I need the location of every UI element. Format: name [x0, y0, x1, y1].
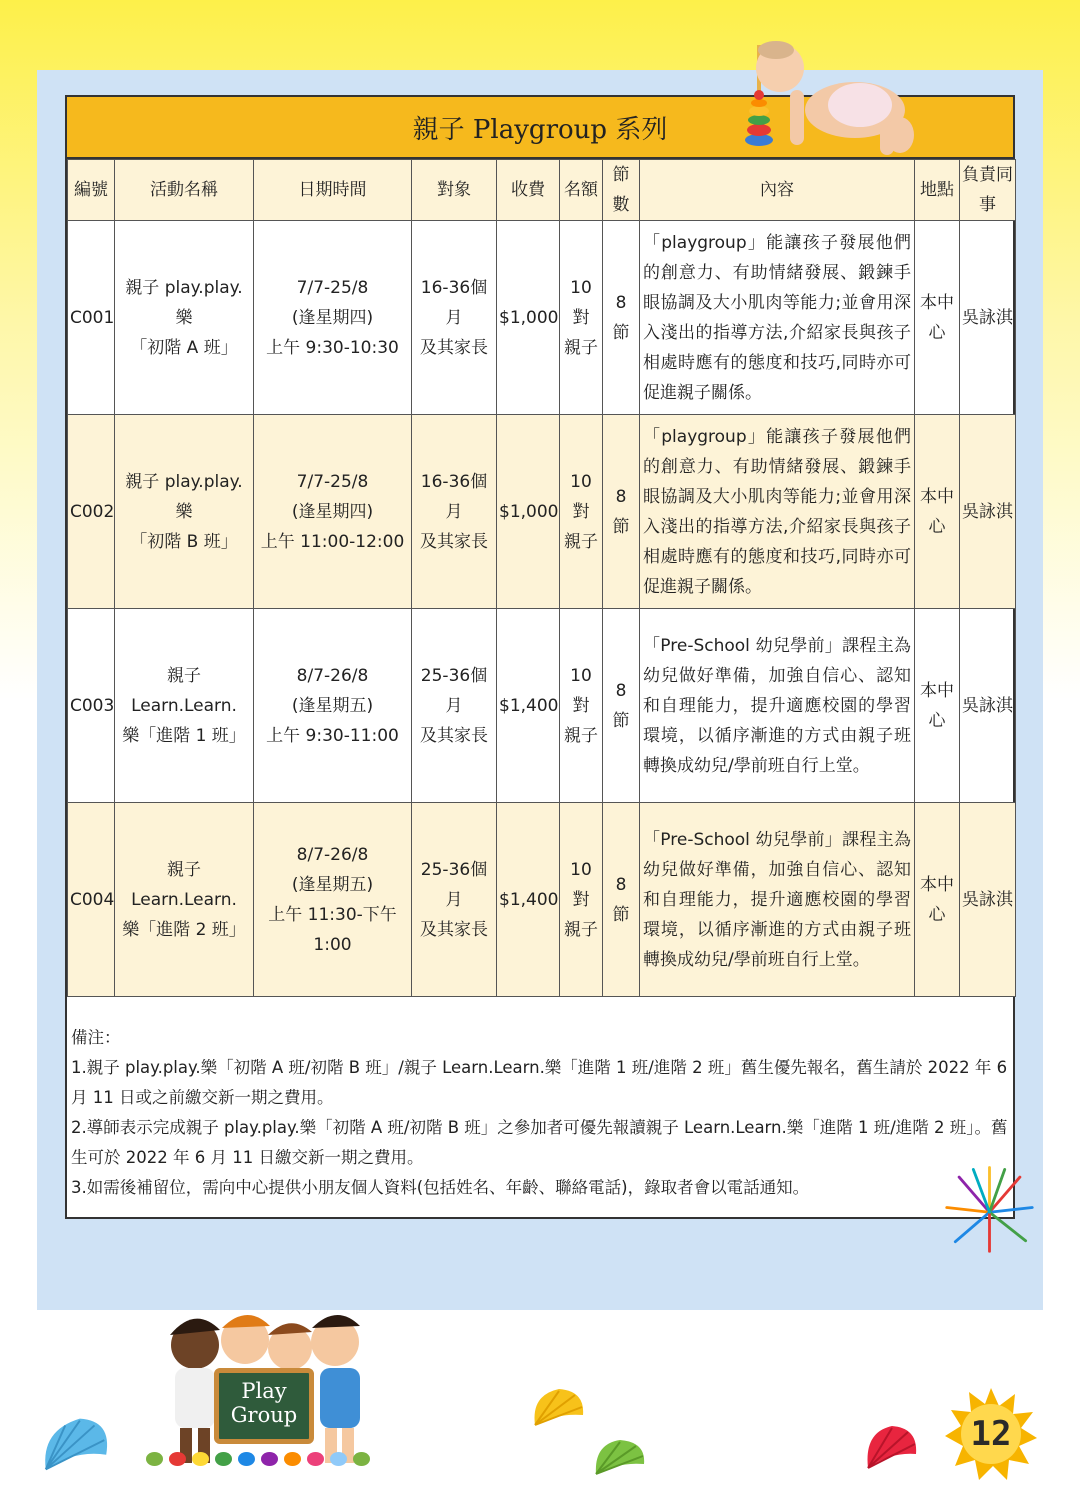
- notes-section: [67, 997, 1013, 1203]
- page-number-badge: [945, 1388, 1037, 1480]
- cell-name: 親子 Learn.Learn. 樂「進階 1 班」: [115, 609, 254, 803]
- dot-icon: [146, 1452, 163, 1466]
- header-name: 活動名稱: [115, 160, 254, 221]
- firework-icon: [942, 1160, 1037, 1255]
- table-row: [68, 221, 1016, 415]
- table-header-row: [68, 160, 1016, 221]
- baby-icon: [756, 41, 914, 155]
- cell-date: 7/7-25/8 (逢星期四) 上午 9:30-10:30: [254, 221, 412, 415]
- green-shell-icon: [590, 1434, 650, 1480]
- cell-staff: 吳詠淇: [960, 221, 1016, 415]
- cell-sessions: 8 節: [603, 415, 640, 609]
- cell-sessions: 8 節: [603, 803, 640, 997]
- table-row: [68, 415, 1016, 609]
- dot-icon: [215, 1452, 232, 1466]
- dot-icon: [261, 1452, 278, 1466]
- cell-fee: $1,400: [497, 803, 560, 997]
- cell-date: 8/7-26/8 (逢星期五) 上午 9:30-11:00: [254, 609, 412, 803]
- cell-sessions: 8 節: [603, 609, 640, 803]
- cell-quota: 10對 親子: [560, 415, 603, 609]
- header-target: 對象: [412, 160, 497, 221]
- cell-code: C001: [68, 221, 115, 415]
- header-code: 編號: [68, 160, 115, 221]
- dot-icon: [353, 1452, 370, 1466]
- playgroup-sign: Play Group: [214, 1368, 314, 1444]
- dot-icon: [284, 1452, 301, 1466]
- header-staff: 負責同事: [960, 160, 1016, 221]
- table-title: 親子 Playgroup 系列: [67, 97, 1013, 159]
- course-card: [65, 95, 1015, 1219]
- cell-staff: 吳詠淇: [960, 415, 1016, 609]
- course-table: [67, 159, 1016, 997]
- dot-icon: [169, 1452, 186, 1466]
- cell-content: 「Pre-School 幼兒學前」課程主為幼兒做好準備，加強自信心、認知和自理能力，提升適應校園的學習環境，以循序漸進的方式由親子班轉換成幼兒/學前班自行上堂。: [640, 609, 915, 803]
- cell-fee: $1,000: [497, 415, 560, 609]
- cell-content: 「Pre-School 幼兒學前」課程主為幼兒做好準備，加強自信心、認知和自理能力，提升適應校園的學習環境，以循序漸進的方式由親子班轉換成幼兒/學前班自行上堂。: [640, 803, 915, 997]
- header-sessions: 節數: [603, 160, 640, 221]
- blue-shell-icon: [36, 1410, 114, 1476]
- cell-target: 25-36個月 及其家長: [412, 609, 497, 803]
- cell-target: 25-36個月 及其家長: [412, 803, 497, 997]
- header-venue: 地點: [915, 160, 960, 221]
- note-item: 2.導師表示完成親子 play.play.樂「初階 A 班/初階 B 班」之參加者可優先報讀親子 Learn.Learn.樂「進階 1 班/進階 2 班」。舊生可於 2022 年 6 月 11 日繳交新一期之費用。: [71, 1118, 1008, 1167]
- cell-target: 16-36個月 及其家長: [412, 415, 497, 609]
- dot-icon: [307, 1452, 324, 1466]
- cell-fee: $1,400: [497, 609, 560, 803]
- yellow-shell-icon: [527, 1383, 589, 1431]
- header-content: 內容: [640, 160, 915, 221]
- note-item: 1.親子 play.play.樂「初階 A 班/初階 B 班」/親子 Learn.Learn.樂「進階 1 班/進階 2 班」舊生優先報名，舊生請於 2022 年 6 月 11 日或之前繳交新一期之費用。: [71, 1058, 1008, 1107]
- cell-name: 親子 play.play.樂 「初階 B 班」: [115, 415, 254, 609]
- cell-date: 8/7-26/8 (逢星期五) 上午 11:30-下午 1:00: [254, 803, 412, 997]
- table-row: [68, 609, 1016, 803]
- page-number: 12: [970, 1414, 1012, 1454]
- cell-venue: 本中 心: [915, 221, 960, 415]
- cell-staff: 吳詠淇: [960, 803, 1016, 997]
- header-quota: 名額: [560, 160, 603, 221]
- notes-heading: 備注：: [71, 1028, 121, 1047]
- cell-name: 親子 Learn.Learn. 樂「進階 2 班」: [115, 803, 254, 997]
- cell-content: 「playgroup」能讓孩子發展他們的創意力、有助情緒發展、鍛鍊手眼協調及大小肌肉等能力;並會用深入淺出的指導方法,介紹家長與孩子相處時應有的態度和技巧,同時亦可促進親子關係。: [640, 221, 915, 415]
- dot-icon: [192, 1452, 209, 1466]
- cell-venue: 本中 心: [915, 803, 960, 997]
- dot-icon: [330, 1452, 347, 1466]
- cell-fee: $1,000: [497, 221, 560, 415]
- header-fee: 收費: [497, 160, 560, 221]
- cell-code: C004: [68, 803, 115, 997]
- header-date: 日期時間: [254, 160, 412, 221]
- cell-sessions: 8 節: [603, 221, 640, 415]
- cell-content: 「playgroup」能讓孩子發展他們的創意力、有助情緒發展、鍛鍊手眼協調及大小肌肉等能力;並會用深入淺出的指導方法,介紹家長與孩子相處時應有的態度和技巧,同時亦可促進親子關係。: [640, 415, 915, 609]
- cell-name: 親子 play.play.樂 「初階 A 班」: [115, 221, 254, 415]
- cell-target: 16-36個月 及其家長: [412, 221, 497, 415]
- cell-venue: 本中 心: [915, 415, 960, 609]
- cell-quota: 10對 親子: [560, 803, 603, 997]
- cell-quota: 10對 親子: [560, 221, 603, 415]
- cell-venue: 本中 心: [915, 609, 960, 803]
- note-item: 3.如需後補留位，需向中心提供小朋友個人資料(包括姓名、年齡、聯絡電話)，錄取者會以電話通知。: [71, 1178, 810, 1197]
- cell-code: C002: [68, 415, 115, 609]
- cell-quota: 10對 親子: [560, 609, 603, 803]
- color-dots: [146, 1452, 370, 1466]
- red-shell-icon: [860, 1418, 922, 1474]
- cell-date: 7/7-25/8 (逢星期四) 上午 11:00-12:00: [254, 415, 412, 609]
- table-row: [68, 803, 1016, 997]
- baby-illustration: [740, 40, 920, 160]
- dot-icon: [238, 1452, 255, 1466]
- cell-staff: 吳詠淇: [960, 609, 1016, 803]
- cell-code: C003: [68, 609, 115, 803]
